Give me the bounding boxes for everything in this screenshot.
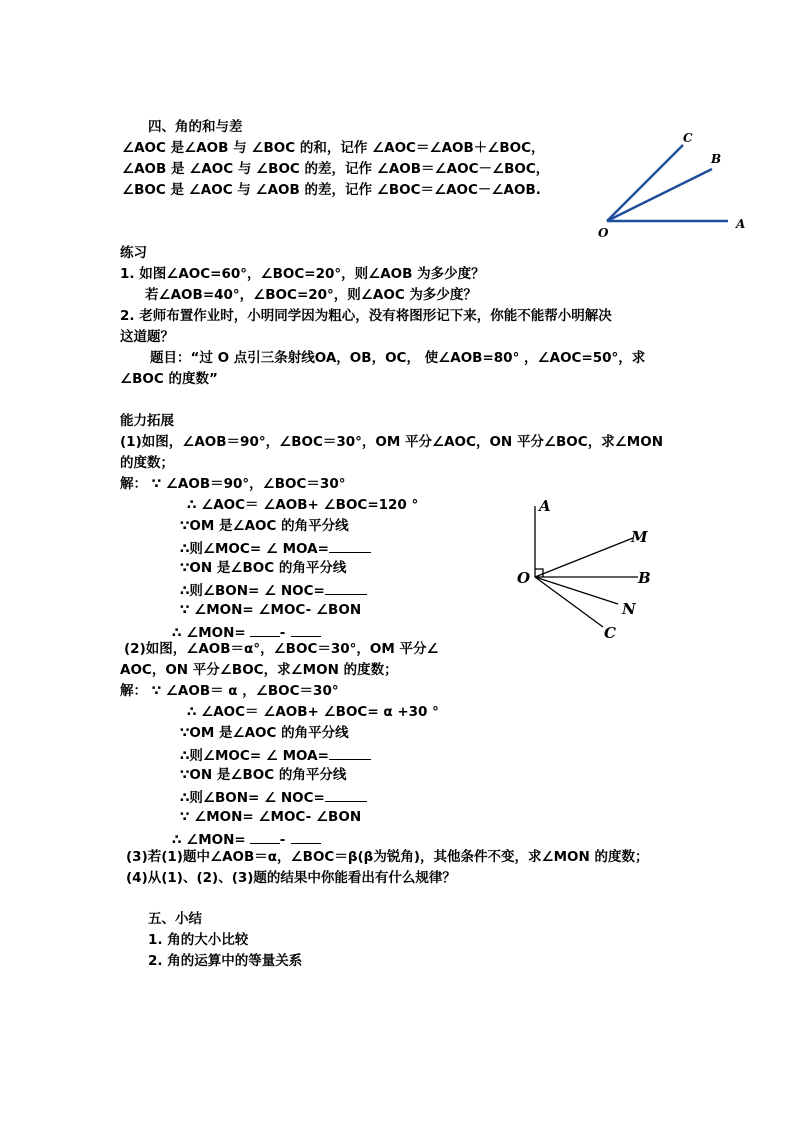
solution2-text: ∴则∠MOC= ∠ MOA= [180, 748, 329, 764]
solution1-line [180, 538, 371, 558]
label-n: N [622, 600, 636, 618]
extension-title: 能力拓展 [120, 413, 174, 429]
summary-item: 2. 角的运算中的等量关系 [148, 953, 303, 969]
minus-sign: - [279, 832, 286, 848]
solution2-line: ∵ ∠MON= ∠MOC- ∠BON [180, 809, 362, 825]
solution2-text: ∴则∠BON= ∠ NOC= [180, 790, 325, 806]
summary-item: 1. 角的大小比较 [148, 932, 249, 948]
answer-blank[interactable] [291, 829, 321, 844]
problem1-line1: (1)如图，∠AOB＝90°，∠BOC＝30°，OM 平分∠AOC，ON 平分∠BOC，求∠MON [120, 434, 664, 450]
ray-om [535, 538, 633, 577]
practice-q2-line3: 题目：“过 O 点引三条射线OA，OB，OC， 使∠AOB=80° ，∠AOC=50°，求 [150, 350, 646, 366]
label-b: B [638, 569, 651, 587]
solution2-text: ∴ ∠MON= [172, 832, 246, 848]
answer-blank[interactable] [329, 745, 371, 760]
solution2-line: 解： ∵ ∠AOB＝ α ，∠BOC＝30° [120, 683, 339, 699]
label-b: B [711, 152, 722, 166]
angle-figure-2 [505, 492, 675, 652]
solution1-line: ∵OM 是∠AOC 的角平分线 [180, 518, 349, 534]
problem2-line2: AOC，ON 平分∠BOC，求∠MON 的度数； [120, 662, 398, 678]
answer-blank[interactable] [325, 580, 367, 595]
ray-on [535, 577, 618, 604]
section5-title: 五、小结 [148, 911, 202, 927]
definition-line-3: ∠BOC 是 ∠AOC 与 ∠AOB 的差，记作 ∠BOC＝∠AOC－∠AOB. [122, 182, 541, 198]
solution2-line: ∵ON 是∠BOC 的角平分线 [180, 767, 347, 783]
practice-q2-line4: ∠BOC 的度数” [120, 371, 218, 387]
practice-q2-line1: 2. 老师布置作业时，小明同学因为粗心，没有将图形记下来，你能不能帮小明解决 [120, 308, 612, 324]
solution1-text: ∴ ∠MON= [172, 625, 246, 641]
problem1-line2: 的度数； [120, 455, 174, 471]
practice-q2-line2: 这道题？ [120, 329, 174, 345]
ray-oc [607, 145, 683, 221]
label-c: C [683, 131, 693, 145]
practice-q1: 1. 如图∠AOC=60°，∠BOC=20°，则∠AOB 为多少度？ [120, 266, 485, 282]
answer-blank[interactable] [250, 829, 280, 844]
problem2-line1: (2)如图，∠AOB＝α°，∠BOC＝30°，OM 平分∠ [124, 641, 439, 657]
solution1-line: ∵ ∠MON= ∠MOC- ∠BON [180, 602, 362, 618]
practice-q1b: 若∠AOB=40°，∠BOC=20°，则∠AOC 为多少度？ [145, 287, 477, 303]
section4-title: 四、角的和与差 [148, 119, 243, 135]
label-m: M [631, 528, 648, 546]
label-a: A [539, 497, 551, 515]
minus-sign: - [279, 625, 286, 641]
practice-title: 练习 [120, 245, 147, 261]
problem4: (4)从(1)、(2)、(3)题的结果中你能看出有什么规律？ [126, 870, 456, 886]
solution2-line [172, 829, 321, 849]
solution1-line: 解： ∵ ∠AOB＝90°，∠BOC＝30° [120, 476, 346, 492]
angle-figure-1 [590, 122, 760, 242]
answer-blank[interactable] [325, 787, 367, 802]
label-o: O [598, 226, 609, 240]
answer-blank[interactable] [329, 538, 371, 553]
label-c: C [604, 624, 616, 642]
label-o: O [517, 569, 531, 587]
label-a: A [736, 217, 746, 231]
solution2-line [180, 745, 371, 765]
answer-blank[interactable] [291, 622, 321, 637]
solution1-line: ∴ ∠AOC＝ ∠AOB+ ∠BOC=120 ° [187, 497, 419, 513]
definition-line-2: ∠AOB 是 ∠AOC 与 ∠BOC 的差，记作 ∠AOB＝∠AOC－∠BOC， [122, 161, 550, 177]
solution1-line [172, 622, 321, 642]
solution2-line [180, 787, 367, 807]
solution2-line: ∵OM 是∠AOC 的角平分线 [180, 725, 349, 741]
problem3: (3)若(1)题中∠AOB＝α，∠BOC＝β(β为锐角)，其他条件不变，求∠MON 的度数； [126, 849, 649, 865]
ray-ob [607, 169, 712, 221]
solution1-text: ∴则∠MOC= ∠ MOA= [180, 541, 329, 557]
solution2-line: ∴ ∠AOC＝ ∠AOB+ ∠BOC= α +30 ° [187, 704, 439, 720]
solution1-text: ∴则∠BON= ∠ NOC= [180, 583, 325, 599]
solution1-line [180, 580, 367, 600]
solution1-line: ∵ON 是∠BOC 的角平分线 [180, 560, 347, 576]
ray-oc [535, 577, 603, 627]
answer-blank[interactable] [250, 622, 280, 637]
definition-line-1: ∠AOC 是∠AOB 与 ∠BOC 的和，记作 ∠AOC＝∠AOB＋∠BOC， [122, 140, 545, 156]
